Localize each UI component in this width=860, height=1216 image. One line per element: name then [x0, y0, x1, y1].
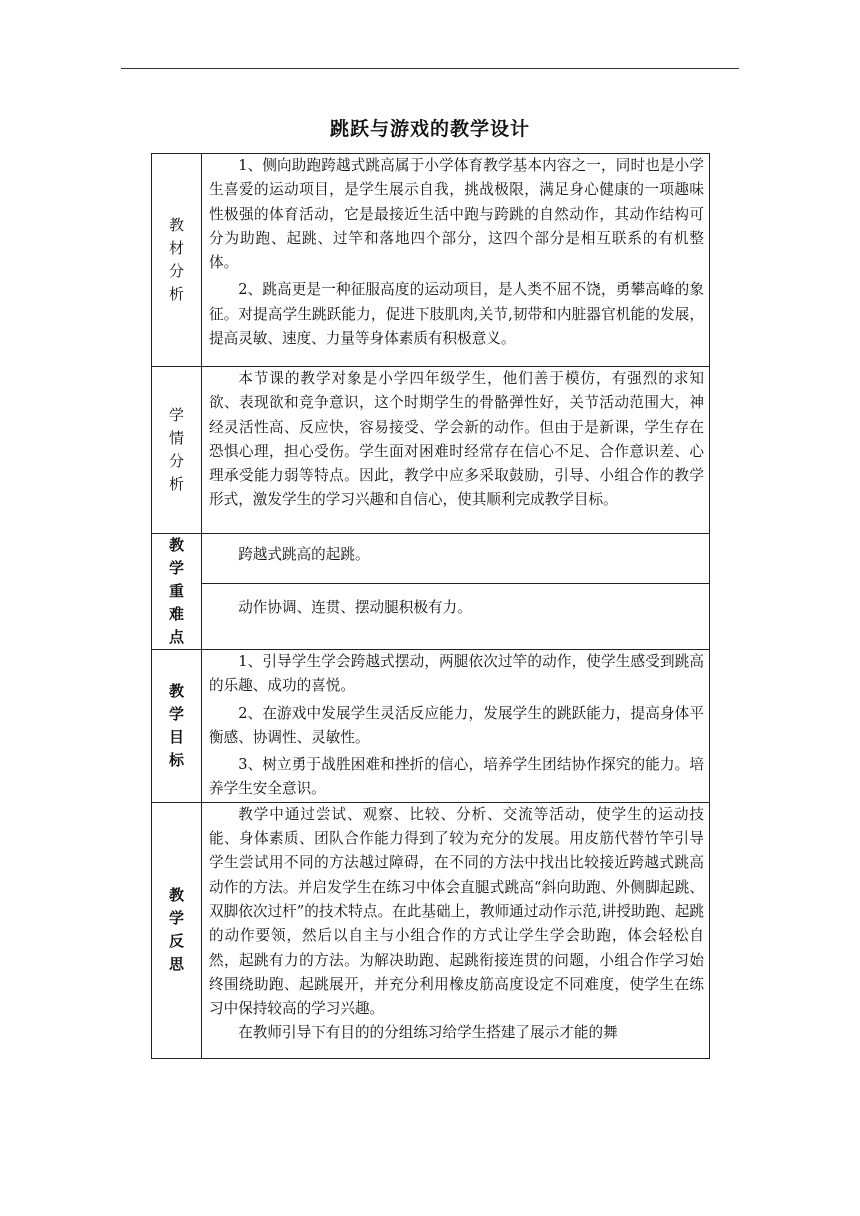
- material-paragraph-1: 1、侧向助跑跨越式跳高属于小学体育教学基本内容之一，同时也是小学生喜爱的运动项目，是学生展示自我，挑战极限，满足身心健康的一项趣味性极强的体育活动，它是最接近生活中跑与跨跳的自然动作，其动作结构可分为助跑、起跳、过竿和落地四个部分，这四个部分是相互联系的有机整体。: [209, 157, 704, 272]
- section-content-keypoints: [202, 534, 710, 650]
- section-row-material: [152, 154, 710, 367]
- section-content-goals: [202, 650, 710, 803]
- section-row-goals: [152, 650, 710, 803]
- section-row-reflection: [152, 802, 710, 1058]
- document-title: 跳跃与游戏的教学设计: [329, 118, 530, 140]
- section-row-students: [152, 367, 710, 534]
- section-content-material: [202, 154, 710, 367]
- difficulty-text: 动作协调、连贯、摆动腿积极有力。: [238, 599, 472, 616]
- section-label-keypoints: 教学重难点: [152, 534, 202, 650]
- section-content-students: [202, 367, 710, 534]
- section-label-material: 教材分析: [152, 154, 202, 367]
- goals-paragraph-2: 2、在游戏中发展学生灵活反应能力，发展学生的跳跃能力，提高身体平衡感、协调性、灵敏性。: [209, 704, 704, 746]
- material-paragraph-2: 2、跳高更是一种征服高度的运动项目，是人类不屈不饶，勇攀高峰的象征。对提高学生跳跃能力，促进下肢肌肉,关节,韧带和内脏器官机能的发展，提高灵敏、速度、力量等身体素质有积极意义。: [209, 281, 704, 348]
- students-paragraph-1: 本节课的教学对象是小学四年级学生，他们善于模仿，有强烈的求知欲、表现欲和竞争意识，这个时期学生的骨骼弹性好，关节活动范围大，神经灵活性高、反应快，容易接受、学会新的动作。但由于是新课，学生存在恐惧心理，担心受伤。学生面对困难时经常存在信心不足、合作意识差、心理承受能力弱等特点。因此，教学中应多采取鼓励，引导、小组合作的教学形式，激发学生的学习兴趣和自信心，使其顺利完成教学目标。: [209, 370, 704, 509]
- reflection-paragraph-1: 教学中通过尝试、观察、比较、分析、交流等活动，使学生的运动技能、身体素质、团队合作能力得到了较为充分的发展。用皮筋代替竹竿引导学生尝试用不同的方法越过障碍，在不同的方法中找出比较接近跨越式跳高动作的方法。并启发学生在练习中体会直腿式跳高“斜向助跑、外侧脚起跳、双脚依次过杆”的技术特点。在此基础上，教师通过动作示范,讲授助跑、起跳的动作要领，然后以自主与小组合作的方式让学生学会助跑，体会轻松自然，起跳有力的方法。为解决助跑、起跳衔接连贯的问题，小组合作学习始终围绕助跑、起跳展开，并充分利用橡皮筋高度设定不同难度，使学生在练习中保持较高的学习兴趣。: [209, 805, 704, 1018]
- header-rule: [121, 68, 739, 69]
- section-label-reflection: 教学反思: [152, 802, 202, 1058]
- keypoint-text: 跨越式跳高的起跳。: [238, 546, 370, 563]
- section-content-reflection: [202, 802, 710, 1058]
- section-label-goals: 教学目标: [152, 650, 202, 803]
- goals-paragraph-3: 3、树立勇于战胜困难和挫折的信心，培养学生团结协作探究的能力。培养学生安全意识。: [209, 756, 704, 798]
- lesson-plan-table: [151, 153, 710, 1059]
- goals-paragraph-1: 1、引导学生学会跨越式摆动，两腿依次过竿的动作，使学生感受到跳高的乐趣、成功的喜悦。: [209, 653, 704, 695]
- keypoint-cell: [202, 534, 709, 584]
- section-label-students: 学情分析: [152, 367, 202, 534]
- section-row-keypoints: [152, 534, 710, 650]
- difficulty-cell: [202, 584, 709, 646]
- reflection-paragraph-2: 在教师引导下有目的的分组练习给学生搭建了展示才能的舞: [238, 1024, 618, 1042]
